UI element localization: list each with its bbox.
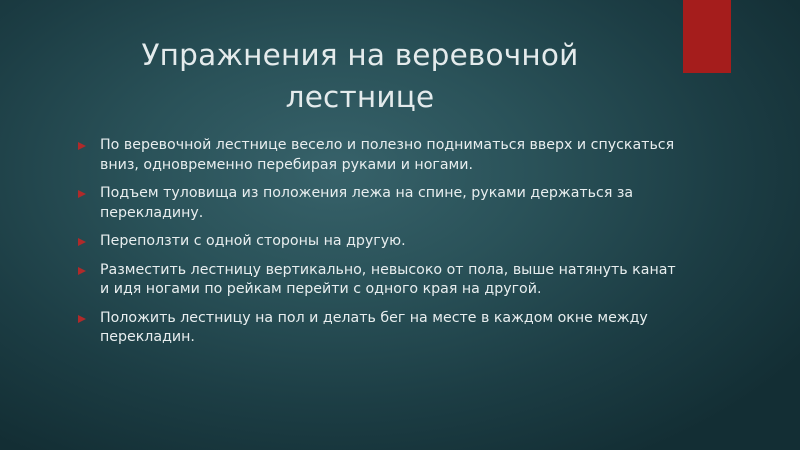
slide-title [60, 34, 660, 118]
right-arrow-icon [78, 142, 86, 150]
bullet-text: Разместить лестницу вертикально, невысоко от пола, выше натянуть канат и идя ногами по рейкам перейти с одного края на другой. [100, 261, 676, 297]
accent-bar [683, 0, 731, 73]
right-arrow-icon [78, 190, 86, 198]
right-arrow-icon [78, 238, 86, 246]
bullet-item [78, 261, 678, 300]
title-line-1: Упражнения на веревочной [141, 38, 579, 72]
bullet-item [78, 232, 678, 252]
bullet-list [78, 136, 678, 357]
right-arrow-icon [78, 315, 86, 323]
bullet-item [78, 184, 678, 223]
bullet-text: Положить лестницу на пол и делать бег на месте в каждом окне между перекладин. [100, 309, 648, 345]
bullet-item [78, 136, 678, 175]
bullet-text: По веревочной лестнице весело и полезно подниматься вверх и спускаться вниз, одновременно перебирая руками и ногами. [100, 137, 675, 173]
right-arrow-icon [78, 267, 86, 275]
bullet-item [78, 309, 678, 348]
title-line-2: лестнице [285, 80, 435, 114]
bullet-text: Переползти с одной стороны на другую. [100, 233, 406, 249]
bullet-text: Подъем туловища из положения лежа на спине, руками держаться за перекладину. [100, 185, 634, 221]
